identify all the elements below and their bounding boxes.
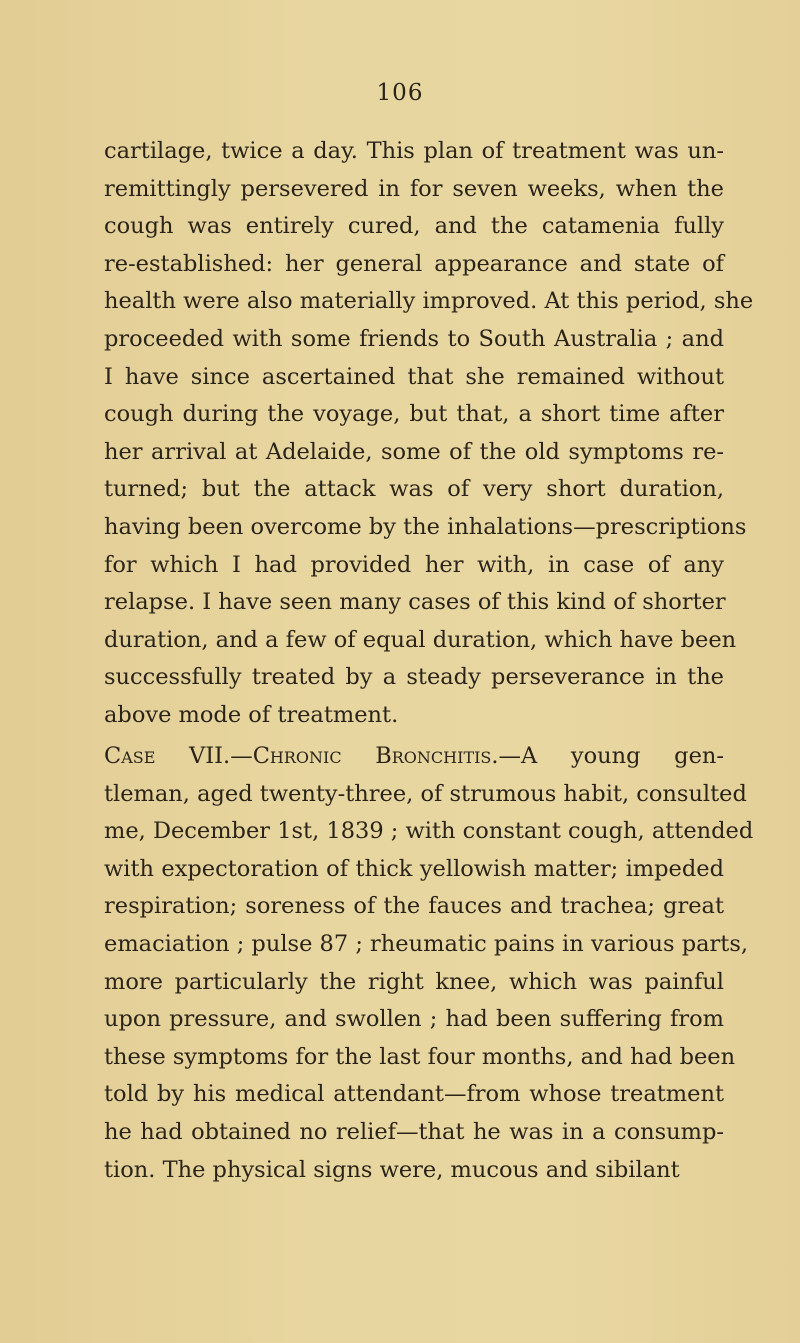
text-line: proceeded with some friends to South Australia ; and [104, 325, 724, 352]
text-line: remittingly persevered in for seven weeks, when the [104, 175, 724, 202]
text-line: me, December 1st, 1839 ; with constant cough, attended [104, 818, 754, 845]
text-line: with expectoration of thick yellowish matter; impeded [104, 855, 724, 882]
text-line: these symptoms for the last four months, and had been [104, 1043, 736, 1070]
text-line: cartilage, twice a day. This plan of treatment was un- [104, 138, 724, 164]
case-first-line [104, 738, 724, 776]
text-line: re-established: her general appearance and state of [104, 250, 724, 277]
text-line: cough during the voyage, but that, a short time after [104, 401, 724, 428]
text-line: duration, and a few of equal duration, which have been [104, 626, 737, 653]
case-first-line-rest: —A young gen- [498, 743, 724, 769]
text-line: above mode of treatment. [104, 701, 399, 728]
text-line: I have since ascertained that she remained without [104, 363, 724, 390]
page-number: 106 [376, 80, 424, 106]
text-line: tion. The physical signs were, mucous and sibilant [104, 1156, 680, 1183]
text-line: emaciation ; pulse 87 ; rheumatic pains in various parts, [104, 930, 749, 957]
text-line: more particularly the right knee, which was painful [104, 968, 724, 995]
text-line: having been overcome by the inhalations—prescriptions [104, 513, 747, 540]
text-line: cough was entirely cured, and the catamenia fully [104, 213, 724, 240]
text-line: tleman, aged twenty-three, of strumous habit, consulted [104, 780, 747, 807]
text-line: upon pressure, and swollen ; had been suffering from [104, 1006, 724, 1033]
text-line: successfully treated by a steady perseverance in the [104, 664, 724, 691]
paragraph-2 [104, 738, 754, 1189]
text-line: relapse. I have seen many cases of this kind of shorter [104, 589, 726, 616]
text-line: health were also materially improved. At this period, she [104, 288, 754, 315]
text-line: told by his medical attendant—from whose treatment [104, 1081, 724, 1108]
paragraph-1 [104, 133, 754, 735]
text-line: for which I had provided her with, in case of any [104, 551, 724, 578]
text-line: he had obtained no relief—that he was in a consump- [104, 1118, 724, 1145]
text-line: turned; but the attack was of very short duration, [104, 476, 724, 503]
text-line: respiration; soreness of the fauces and trachea; great [104, 893, 724, 920]
case-heading: Case VII.—Chronic Bronchitis. [104, 743, 499, 769]
text-line: her arrival at Adelaide, some of the old symptoms re- [104, 438, 724, 465]
